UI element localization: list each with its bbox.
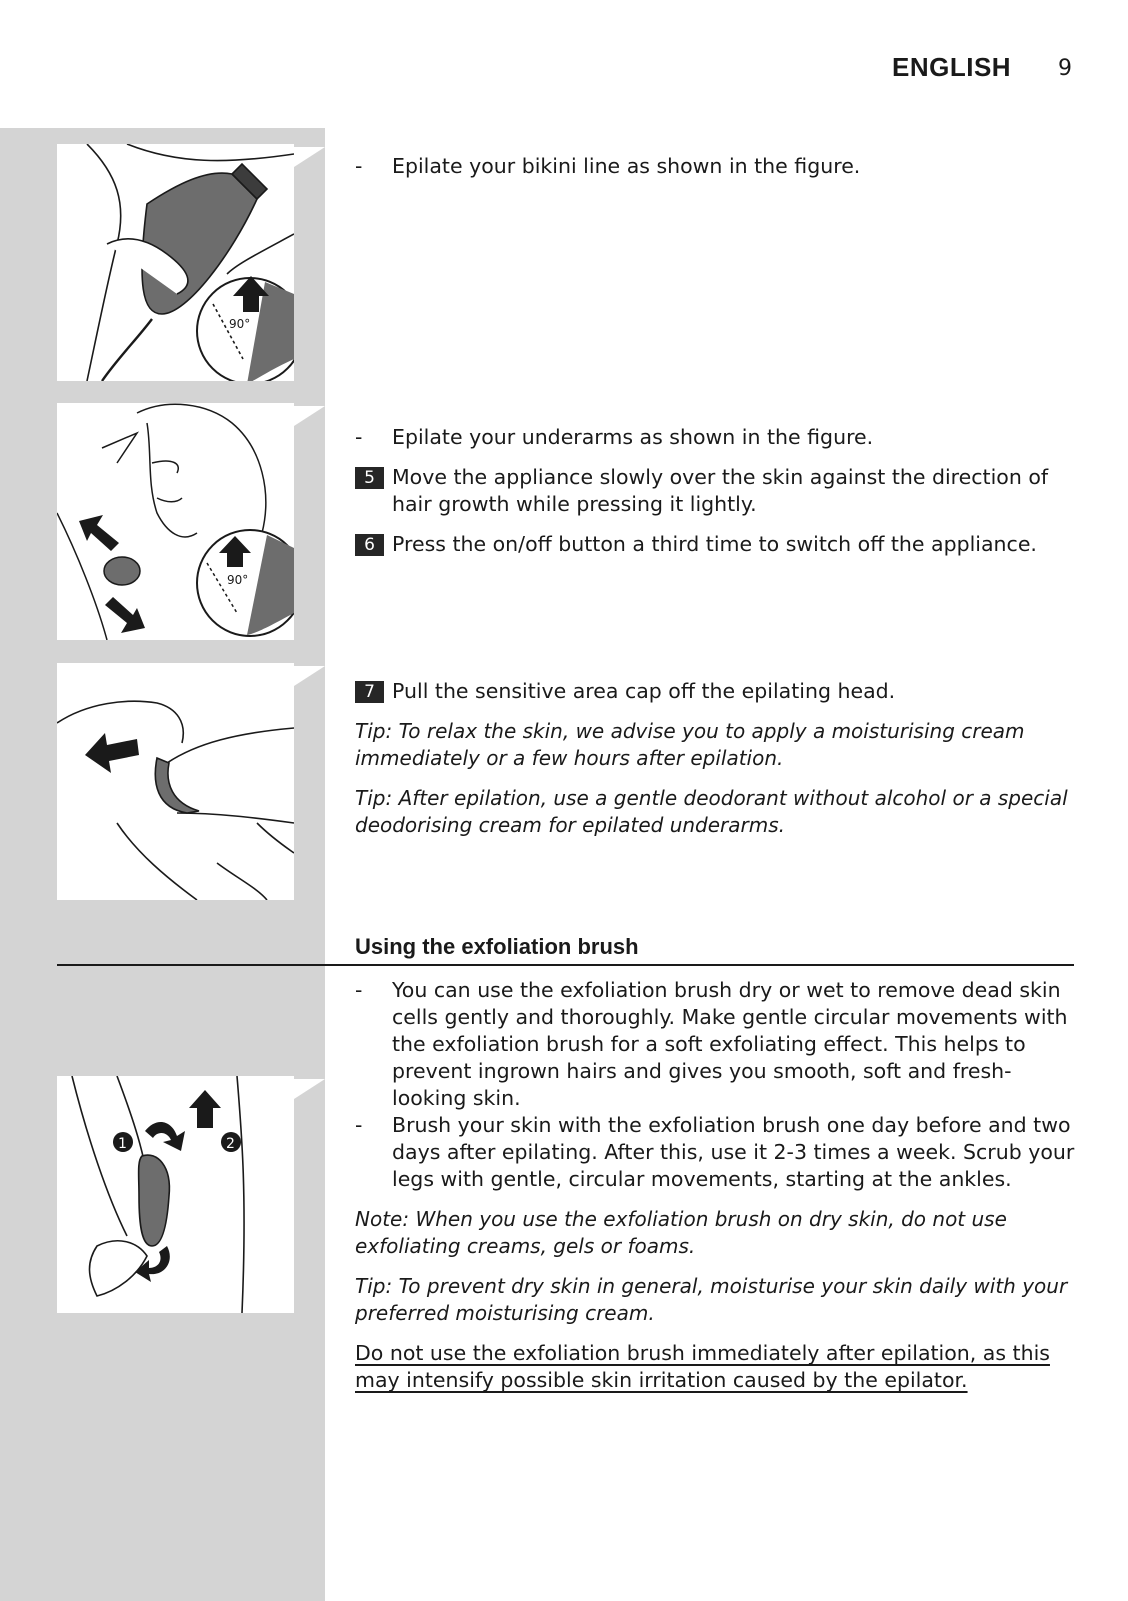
bikini-text: Epilate your bikini line as shown in the figure.	[392, 154, 861, 178]
angle-label: 90°	[227, 573, 249, 587]
figure-pointer	[294, 406, 325, 426]
figure-pointer	[294, 1079, 325, 1099]
figure-pointer	[294, 666, 325, 686]
exfoliation-item-2: Brush your skin with the exfoliation brush one day before and two days after epilating. After this, use it 2-3 times a week. Scrub your legs with gentle, circular movements, starting at the ankles.	[392, 1113, 1075, 1191]
tip-relax-skin: Tip: To relax the skin, we advise you to apply a moisturising cream immediately or a few hours after epilation.	[355, 719, 1025, 770]
exfoliation-item-1: You can use the exfoliation brush dry or wet to remove dead skin cells gently and thoroughly. Make gentle circular movements with the exfoliation brush for a soft exfoliating effect. This helps to prevent ingrown hairs and gives you smooth, soft and fresh-looking skin.	[392, 978, 1068, 1110]
up-left-arrow-icon	[79, 515, 119, 551]
step-number: 5	[355, 467, 384, 489]
cap-instructions	[355, 678, 1075, 839]
marker-2-label: 2	[226, 1136, 235, 1152]
note-dry-skin: Note: When you use the exfoliation brush on dry skin, do not use exfoliating creams, gels or foams.	[355, 1207, 1007, 1258]
up-arrow-icon	[189, 1090, 221, 1128]
remove-cap-figure	[57, 663, 294, 900]
bikini-instruction: - Epilate your bikini line as shown in the figure.	[355, 154, 861, 178]
marker-1-label: 1	[118, 1136, 127, 1152]
page-number: 9	[1058, 56, 1072, 81]
warning-text: Do not use the exfoliation brush immediately after epilation, as this may intensify possible skin irritation caused by the epilator.	[355, 1341, 1050, 1392]
header-language: ENGLISH	[892, 52, 1012, 82]
section-divider	[57, 964, 1074, 966]
step-number: 6	[355, 534, 384, 556]
step-number: 7	[355, 681, 384, 703]
figure-pointer	[294, 147, 325, 167]
section-title: Using the exfoliation brush	[355, 934, 639, 959]
left-arrow-icon	[85, 733, 139, 773]
exfoliation-figure	[57, 1076, 294, 1313]
step-text: Move the appliance slowly over the skin against the direction of hair growth while pressing it lightly.	[392, 465, 1049, 516]
underarm-instructions: - Epilate your underarms as shown in the figure. 5 Move the appliance slowly over the skin against the direction of hair growth while pressing it lightly. 6 Press the on/off button a third time to switch off the appliance.	[355, 424, 1075, 558]
rotate-arrow-icon	[145, 1122, 185, 1151]
exfoliation-instructions: - You can use the exfoliation brush dry or wet to remove dead skin cells gently and thoroughly. Make gentle circular movements with the exfoliation brush for a soft exfoliating effect. This helps to prevent ingrown hairs and gives you smooth, soft and fresh-looking skin. - Brush your skin with the exfoliation brush one day before and two days after epilating. After this, use it 2-3 times a week. Scrub your legs with gentle, circular movements, starting at the ankles. Note: When you use the exfoliation brush on dry skin, do not use exfoliating creams, gels or foams. Tip: To prevent dry skin in general, moisturise your skin daily with your preferred moisturising cream. Do not use the exfoliation brush immediately after epilation, as this may intensify possible skin irritation caused by the epilator.	[355, 978, 1075, 1392]
down-right-arrow-icon	[105, 597, 145, 633]
step-7	[355, 678, 1075, 705]
tip-deodorant: Tip: After epilation, use a gentle deodorant without alcohol or a special deodorising cream for epilated underarms.	[355, 786, 1068, 837]
step-text: Pull the sensitive area cap off the epilating head.	[392, 679, 896, 703]
bikini-line-figure	[57, 144, 294, 381]
underarm-figure	[57, 403, 294, 640]
angle-label: 90°	[229, 317, 251, 331]
step-5	[355, 464, 1075, 518]
tip-moisturise: Tip: To prevent dry skin in general, moisturise your skin daily with your preferred moisturising cream.	[355, 1274, 1068, 1325]
step-text: Press the on/off button a third time to switch off the appliance.	[392, 532, 1037, 556]
step-6	[355, 531, 1075, 558]
underarms-text: Epilate your underarms as shown in the figure.	[392, 425, 874, 449]
